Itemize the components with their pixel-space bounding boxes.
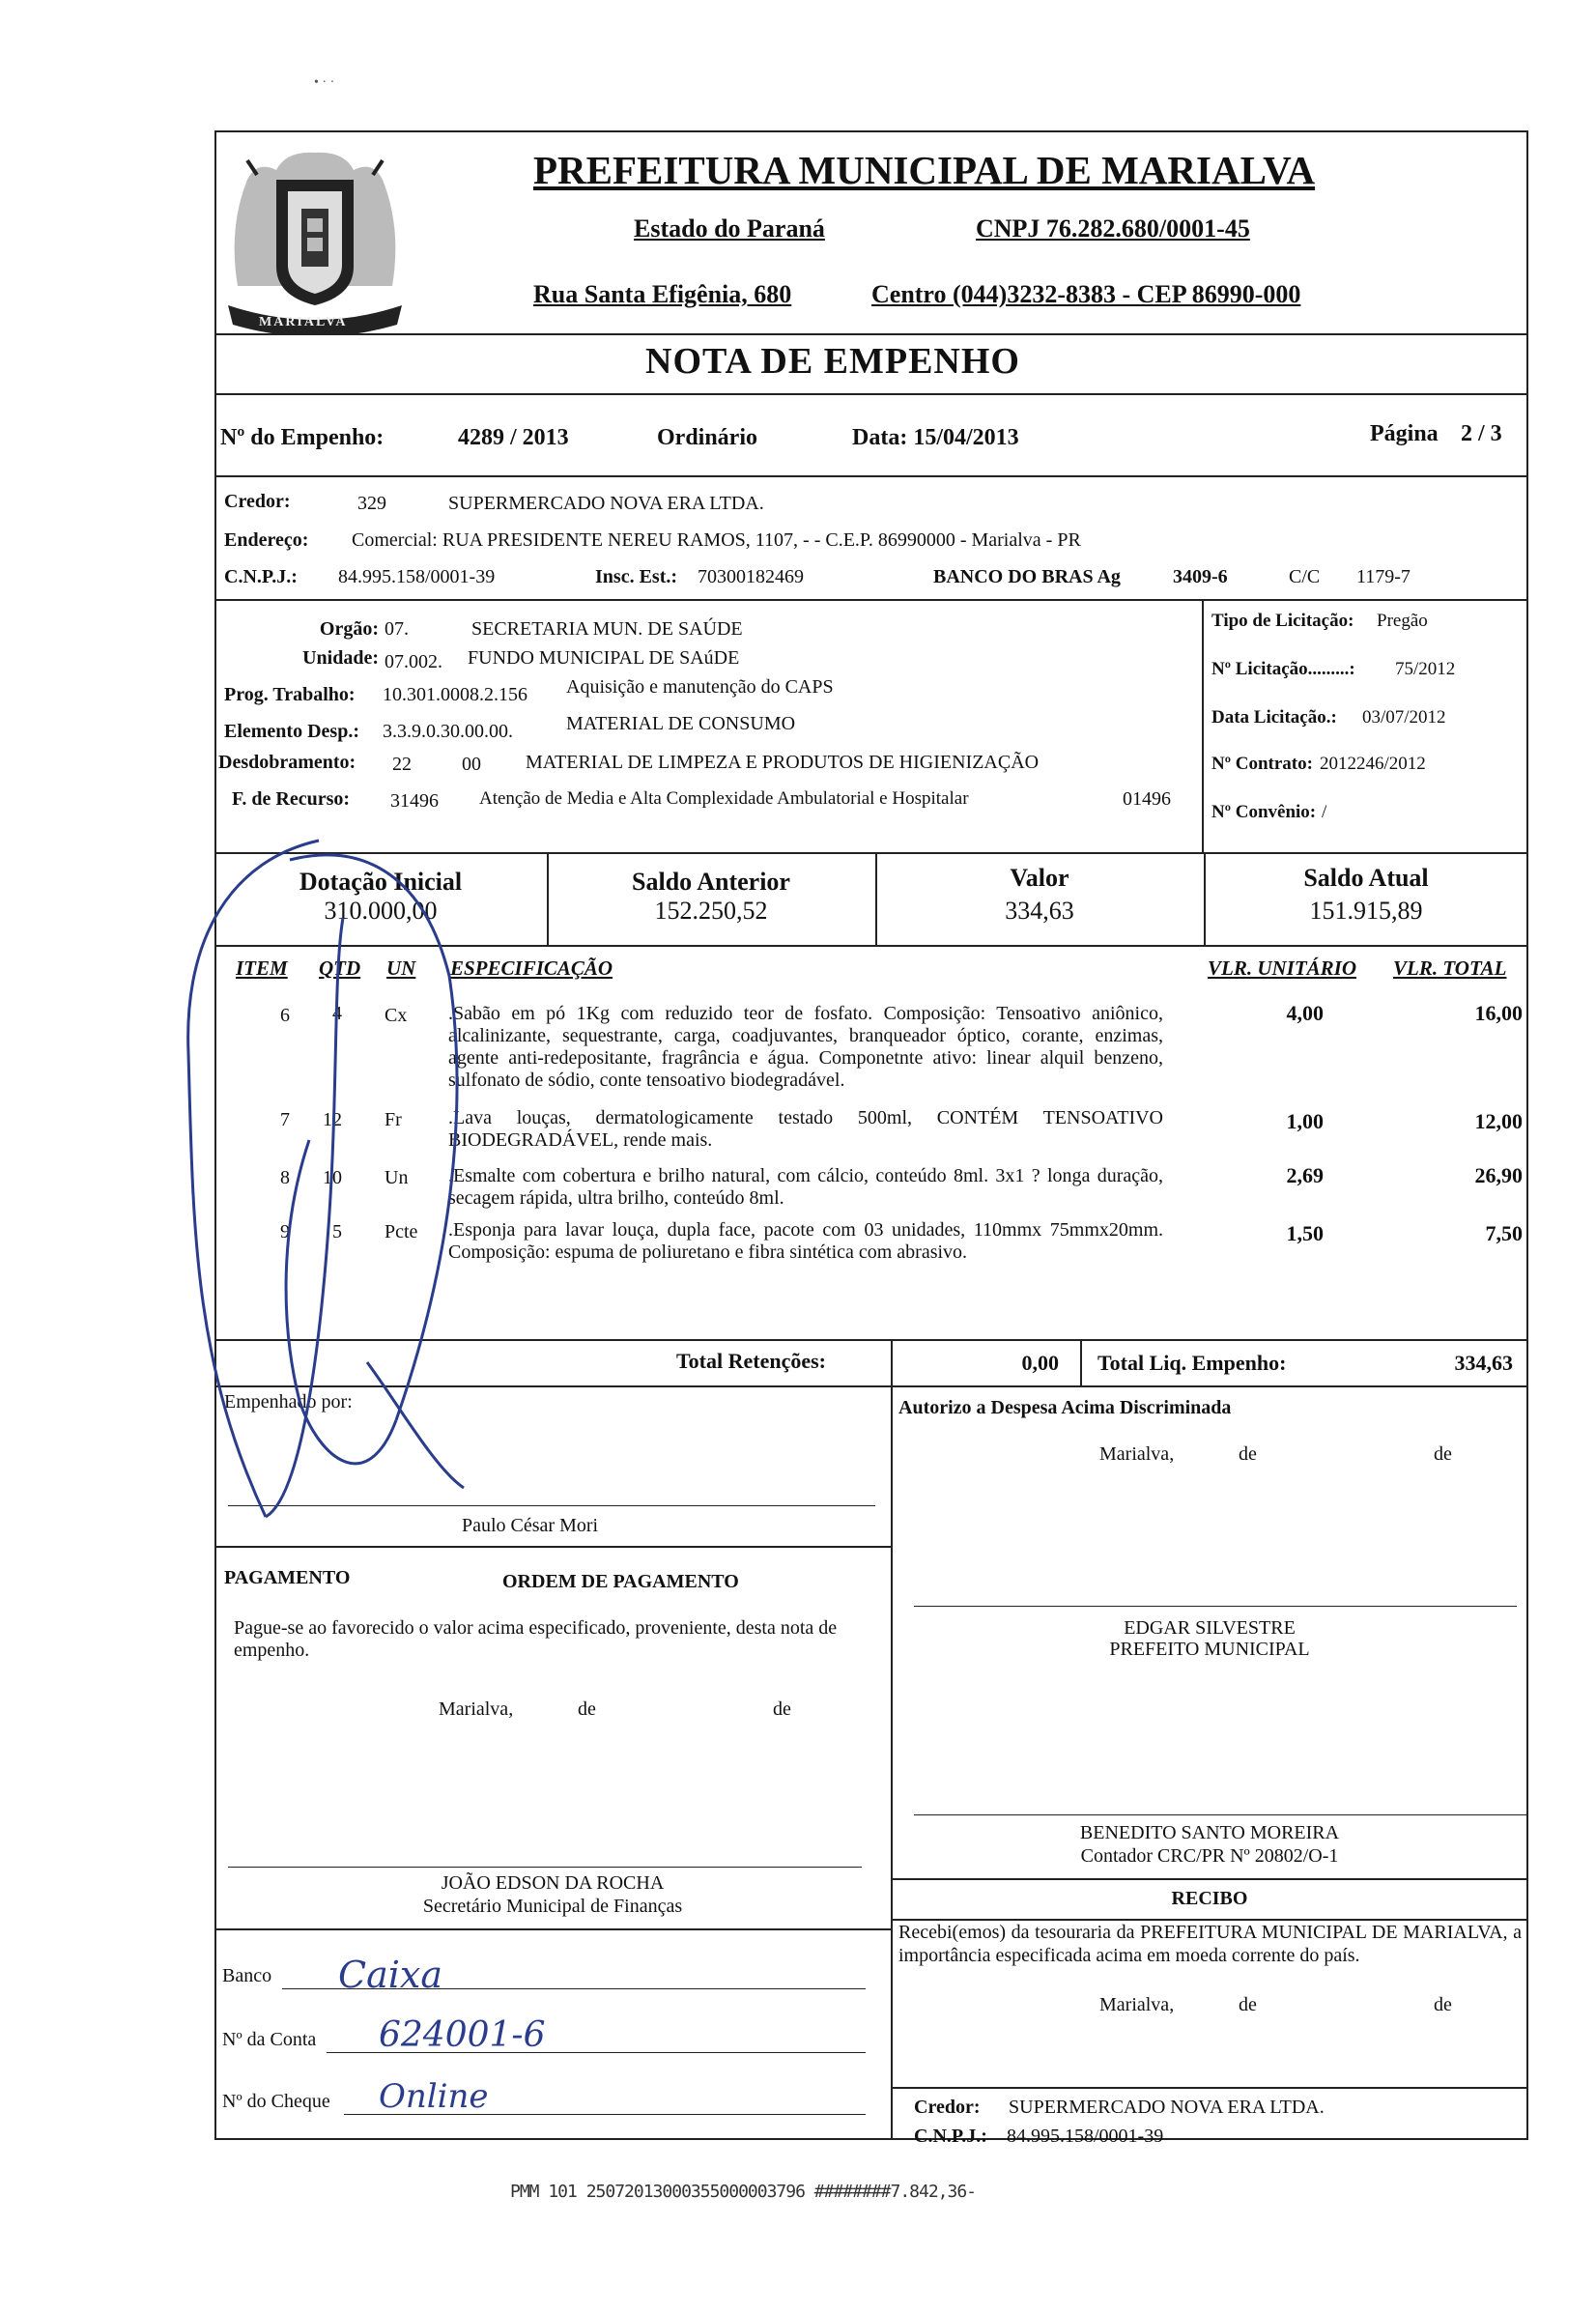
- footer-code: PMM 101 25072013000355000003796 ########7.842,36-: [510, 2182, 977, 2202]
- document-title: NOTA DE EMPENHO: [645, 341, 1020, 382]
- convenio-label: Nº Convênio:: [1211, 802, 1317, 822]
- elem-name: MATERIAL DE CONSUMO: [566, 713, 796, 734]
- item-unit-value: 4,00: [1286, 1001, 1324, 1025]
- divider: [891, 1339, 893, 1385]
- elem-code: 3.3.9.0.30.00.00.: [383, 721, 513, 742]
- orgao-name: SECRETARIA MUN. DE SAÚDE: [471, 618, 743, 640]
- empenho-type: Ordinário: [657, 425, 758, 450]
- credor-cnpj: 84.995.158/0001-39: [338, 566, 496, 587]
- page-label: Página: [1370, 421, 1439, 446]
- col-total: VLR. TOTAL: [1393, 956, 1507, 980]
- recibo-cnpj-label: C.N.P.J.:: [914, 2126, 987, 2147]
- conta-label: Nº da Conta: [222, 2029, 317, 2050]
- col-spec: ESPECIFICAÇÃO: [450, 956, 613, 980]
- item-total-value: 7,50: [1485, 1221, 1523, 1245]
- divider: [1080, 1339, 1082, 1385]
- cc-label: C/C: [1289, 566, 1321, 587]
- item-un: Un: [385, 1167, 409, 1188]
- header-address: Rua Santa Efigênia, 680: [533, 280, 792, 308]
- divider: [1202, 599, 1204, 852]
- orgao-code: 07.: [385, 618, 409, 640]
- recibo-credor: SUPERMERCADO NOVA ERA LTDA.: [1009, 2097, 1325, 2118]
- header-title: PREFEITURA MUNICIPAL DE MARIALVA: [533, 148, 1316, 192]
- retencoes-label: Total Retenções:: [676, 1349, 826, 1373]
- item-number: 8: [280, 1167, 290, 1188]
- credor-address: Comercial: RUA PRESIDENTE NEREU RAMOS, 1107, - - C.E.P. 86990000 - Marialva - PR: [352, 529, 1081, 551]
- recibo-de2: de: [1434, 1994, 1452, 2015]
- recibo-de1: de: [1239, 1994, 1257, 2015]
- unidade-label: Unidade:: [302, 647, 379, 669]
- unidade-name: FUNDO MUNICIPAL DE SAúDE: [468, 647, 740, 669]
- rec-name: Atenção de Media e Alta Complexidade Ambulatorial e Hospitalar: [479, 788, 969, 809]
- item-total-value: 16,00: [1474, 1001, 1523, 1025]
- unidade-code: 07.002.: [385, 651, 442, 672]
- divider: [214, 393, 1528, 395]
- desd-label: Desdobramento:: [218, 752, 356, 773]
- rec-label: F. de Recurso:: [232, 788, 351, 810]
- col-qtd: QTD: [319, 956, 361, 980]
- signature-line: [914, 1606, 1517, 1607]
- empenhado-label: Empenhado por:: [224, 1391, 353, 1413]
- valor-value: 334,63: [1005, 897, 1074, 925]
- conta-value: 624001-6: [379, 2015, 546, 2055]
- empenho-date: Data: 15/04/2013: [852, 425, 1019, 450]
- credor-cnpj-label: C.N.P.J.:: [224, 566, 298, 587]
- data-licitacao: 03/07/2012: [1362, 707, 1446, 728]
- saldo-atual-value: 151.915,89: [1309, 897, 1423, 925]
- prog-name: Aquisição e manutenção do CAPS: [566, 676, 834, 698]
- insc-label: Insc. Est.:: [595, 566, 678, 587]
- header-state: Estado do Paraná: [634, 214, 825, 243]
- tipo-licitacao-label: Tipo de Licitação:: [1211, 611, 1354, 631]
- col-un: UN: [386, 956, 416, 980]
- banco-value: Caixa: [338, 1954, 442, 1996]
- cheque-value: Online: [379, 2077, 489, 2116]
- empenho-number: 4289 / 2013: [458, 425, 569, 450]
- bank-agency: 3409-6: [1173, 566, 1228, 587]
- divider: [214, 599, 1528, 601]
- autorizo-de1: de: [1239, 1443, 1257, 1465]
- item-qtd: 5: [332, 1221, 342, 1242]
- header-district: Centro (044)3232-8383 - CEP 86990-000: [871, 280, 1301, 308]
- item-unit-value: 1,50: [1286, 1221, 1324, 1245]
- recibo-text: Recebi(emos) da tesouraria da PREFEITURA MUNICIPAL DE MARIALVA, a importância especificada acima em moeda corrente do país.: [898, 1922, 1522, 1966]
- cc-value: 1179-7: [1356, 566, 1411, 587]
- signature-line: [228, 1867, 862, 1868]
- divider: [214, 333, 1528, 335]
- ordem-title: ORDEM DE PAGAMENTO: [502, 1571, 739, 1592]
- valor-label: Valor: [1010, 864, 1069, 892]
- municipal-seal-icon: [218, 141, 412, 334]
- saldo-anterior-value: 152.250,52: [654, 897, 768, 925]
- item-unit-value: 2,69: [1286, 1163, 1324, 1187]
- tipo-licitacao: Pregão: [1377, 611, 1428, 631]
- item-un: Fr: [385, 1109, 402, 1130]
- item-desc: .Esponja para lavar louça, dupla face, pacote com 03 unidades, 110mmx 75mmx20mm. Composição: espuma de poliuretano e fibra sintética com abrasivo.: [448, 1219, 1163, 1263]
- divider: [891, 1385, 893, 2139]
- contrato-label: Nº Contrato:: [1211, 754, 1313, 774]
- saldo-atual-label: Saldo Atual: [1303, 864, 1429, 892]
- item-desc: .Sabão em pó 1Kg com reduzido teor de fosfato. Composição: Tensoativo aniônico, alcalinizante, sequestrante, carga, coadjuvantes, branqueador óptico, corante, enzimas, agente anti-redepositante, fragrância e água. Componetnte ativo: linear alquil benzeno, sulfonato de sódio, conte tensoativo biodegradável.: [448, 1003, 1163, 1091]
- prefeito-role: PREFEITO MUNICIPAL: [1109, 1639, 1310, 1660]
- address-label: Endereço:: [224, 529, 309, 551]
- pagamento-de2: de: [773, 1698, 791, 1720]
- cheque-label: Nº do Cheque: [222, 2091, 330, 2112]
- pagamento-title: PAGAMENTO: [224, 1567, 351, 1588]
- item-un: Pcte: [385, 1221, 418, 1242]
- item-desc: .Esmalte com cobertura e brilho natural, com cálcio, conteúdo 8ml. 3x1 ? longa duração, secagem rápida, ultra brilho, conteúdo 8ml.: [448, 1165, 1163, 1209]
- divider: [891, 2087, 1528, 2089]
- num-licitacao-label: Nº Licitação.........:: [1211, 659, 1355, 679]
- empenho-label: Nº do Empenho:: [220, 425, 385, 450]
- page-number: 2 / 3: [1461, 421, 1502, 446]
- elem-label: Elemento Desp.:: [224, 721, 359, 742]
- autorizo-text: Autorizo a Despesa Acima Discriminada: [898, 1397, 1232, 1418]
- retencoes-value: 0,00: [1021, 1351, 1059, 1375]
- col-item: ITEM: [236, 956, 288, 980]
- credor-code: 329: [357, 493, 386, 514]
- credor-label: Credor:: [224, 491, 291, 512]
- secretario-role: Secretário Municipal de Finanças: [422, 1896, 683, 1917]
- item-unit-value: 1,00: [1286, 1109, 1324, 1133]
- contador-role: Contador CRC/PR Nº 20802/O-1: [1080, 1845, 1339, 1867]
- recibo-place: Marialva,: [1099, 1994, 1175, 2015]
- item-qtd: 4: [332, 1003, 342, 1024]
- prefeito-name: EDGAR SILVESTRE: [1124, 1617, 1296, 1639]
- autorizo-place: Marialva,: [1099, 1443, 1175, 1465]
- divider: [214, 1546, 891, 1548]
- recibo-credor-label: Credor:: [914, 2097, 981, 2118]
- rec-code2: 01496: [1123, 788, 1171, 810]
- divider: [214, 475, 1528, 477]
- num-licitacao: 75/2012: [1395, 659, 1456, 679]
- data-licitacao-label: Data Licitação.:: [1211, 707, 1337, 728]
- liq-value: 334,63: [1454, 1351, 1513, 1375]
- dotacao-label: Dotação Inicial: [299, 868, 463, 896]
- signature-line: [914, 1814, 1528, 1815]
- pagamento-place: Marialva,: [439, 1698, 514, 1720]
- prog-code: 10.301.0008.2.156: [383, 684, 527, 705]
- desd-a: 22: [392, 754, 412, 775]
- col-unit: VLR. UNITÁRIO: [1208, 956, 1357, 980]
- scan-specks: • · ·: [314, 75, 335, 90]
- secretario-name: JOÃO EDSON DA ROCHA: [441, 1872, 665, 1894]
- item-qtd: 12: [323, 1109, 342, 1130]
- item-total-value: 12,00: [1474, 1109, 1523, 1133]
- empenhado-name: Paulo César Mori: [462, 1515, 599, 1536]
- divider: [891, 1878, 1528, 1880]
- item-number: 6: [280, 1005, 290, 1026]
- item-total-value: 26,90: [1474, 1163, 1523, 1187]
- item-number: 7: [280, 1109, 290, 1130]
- contador-name: BENEDITO SANTO MOREIRA: [1079, 1822, 1340, 1843]
- item-desc: .Lava louças, dermatologicamente testado 500ml, CONTÉM TENSOATIVO BIODEGRADÁVEL, rende mais.: [448, 1107, 1163, 1151]
- saldo-anterior-label: Saldo Anterior: [632, 868, 790, 896]
- autorizo-de2: de: [1434, 1443, 1452, 1465]
- credor-name: SUPERMERCADO NOVA ERA LTDA.: [448, 493, 764, 514]
- contrato-value: 2012246/2012: [1320, 754, 1426, 774]
- insc-value: 70300182469: [698, 566, 804, 587]
- divider: [214, 1928, 891, 1930]
- recibo-title: RECIBO: [1171, 1888, 1248, 1909]
- pen-annotation-icon: [174, 821, 599, 1536]
- desd-b: 00: [462, 754, 481, 775]
- pagamento-de1: de: [578, 1698, 596, 1720]
- item-qtd: 10: [323, 1167, 342, 1188]
- desd-name: MATERIAL DE LIMPEZA E PRODUTOS DE HIGIENIZAÇÃO: [526, 752, 1040, 773]
- rec-code: 31496: [390, 790, 439, 812]
- dotacao-value: 310.000,00: [324, 897, 438, 925]
- bank-name: BANCO DO BRAS Ag: [933, 566, 1121, 587]
- recibo-cnpj: 84.995.158/0001-39: [1007, 2126, 1164, 2147]
- convenio-value: /: [1322, 802, 1327, 822]
- header-cnpj: CNPJ 76.282.680/0001-45: [976, 214, 1250, 243]
- orgao-label: Orgão:: [319, 618, 379, 640]
- item-un: Cx: [385, 1005, 408, 1026]
- prog-label: Prog. Trabalho:: [224, 684, 356, 705]
- seal-banner-text: MARIALVA: [259, 315, 348, 329]
- liq-label: Total Liq. Empenho:: [1097, 1351, 1287, 1375]
- item-number: 9: [280, 1221, 290, 1242]
- banco-label: Banco: [222, 1965, 272, 1986]
- pagamento-text: Pague-se ao favorecido o valor acima especificado, proveniente, desta nota de empenho.: [234, 1617, 838, 1661]
